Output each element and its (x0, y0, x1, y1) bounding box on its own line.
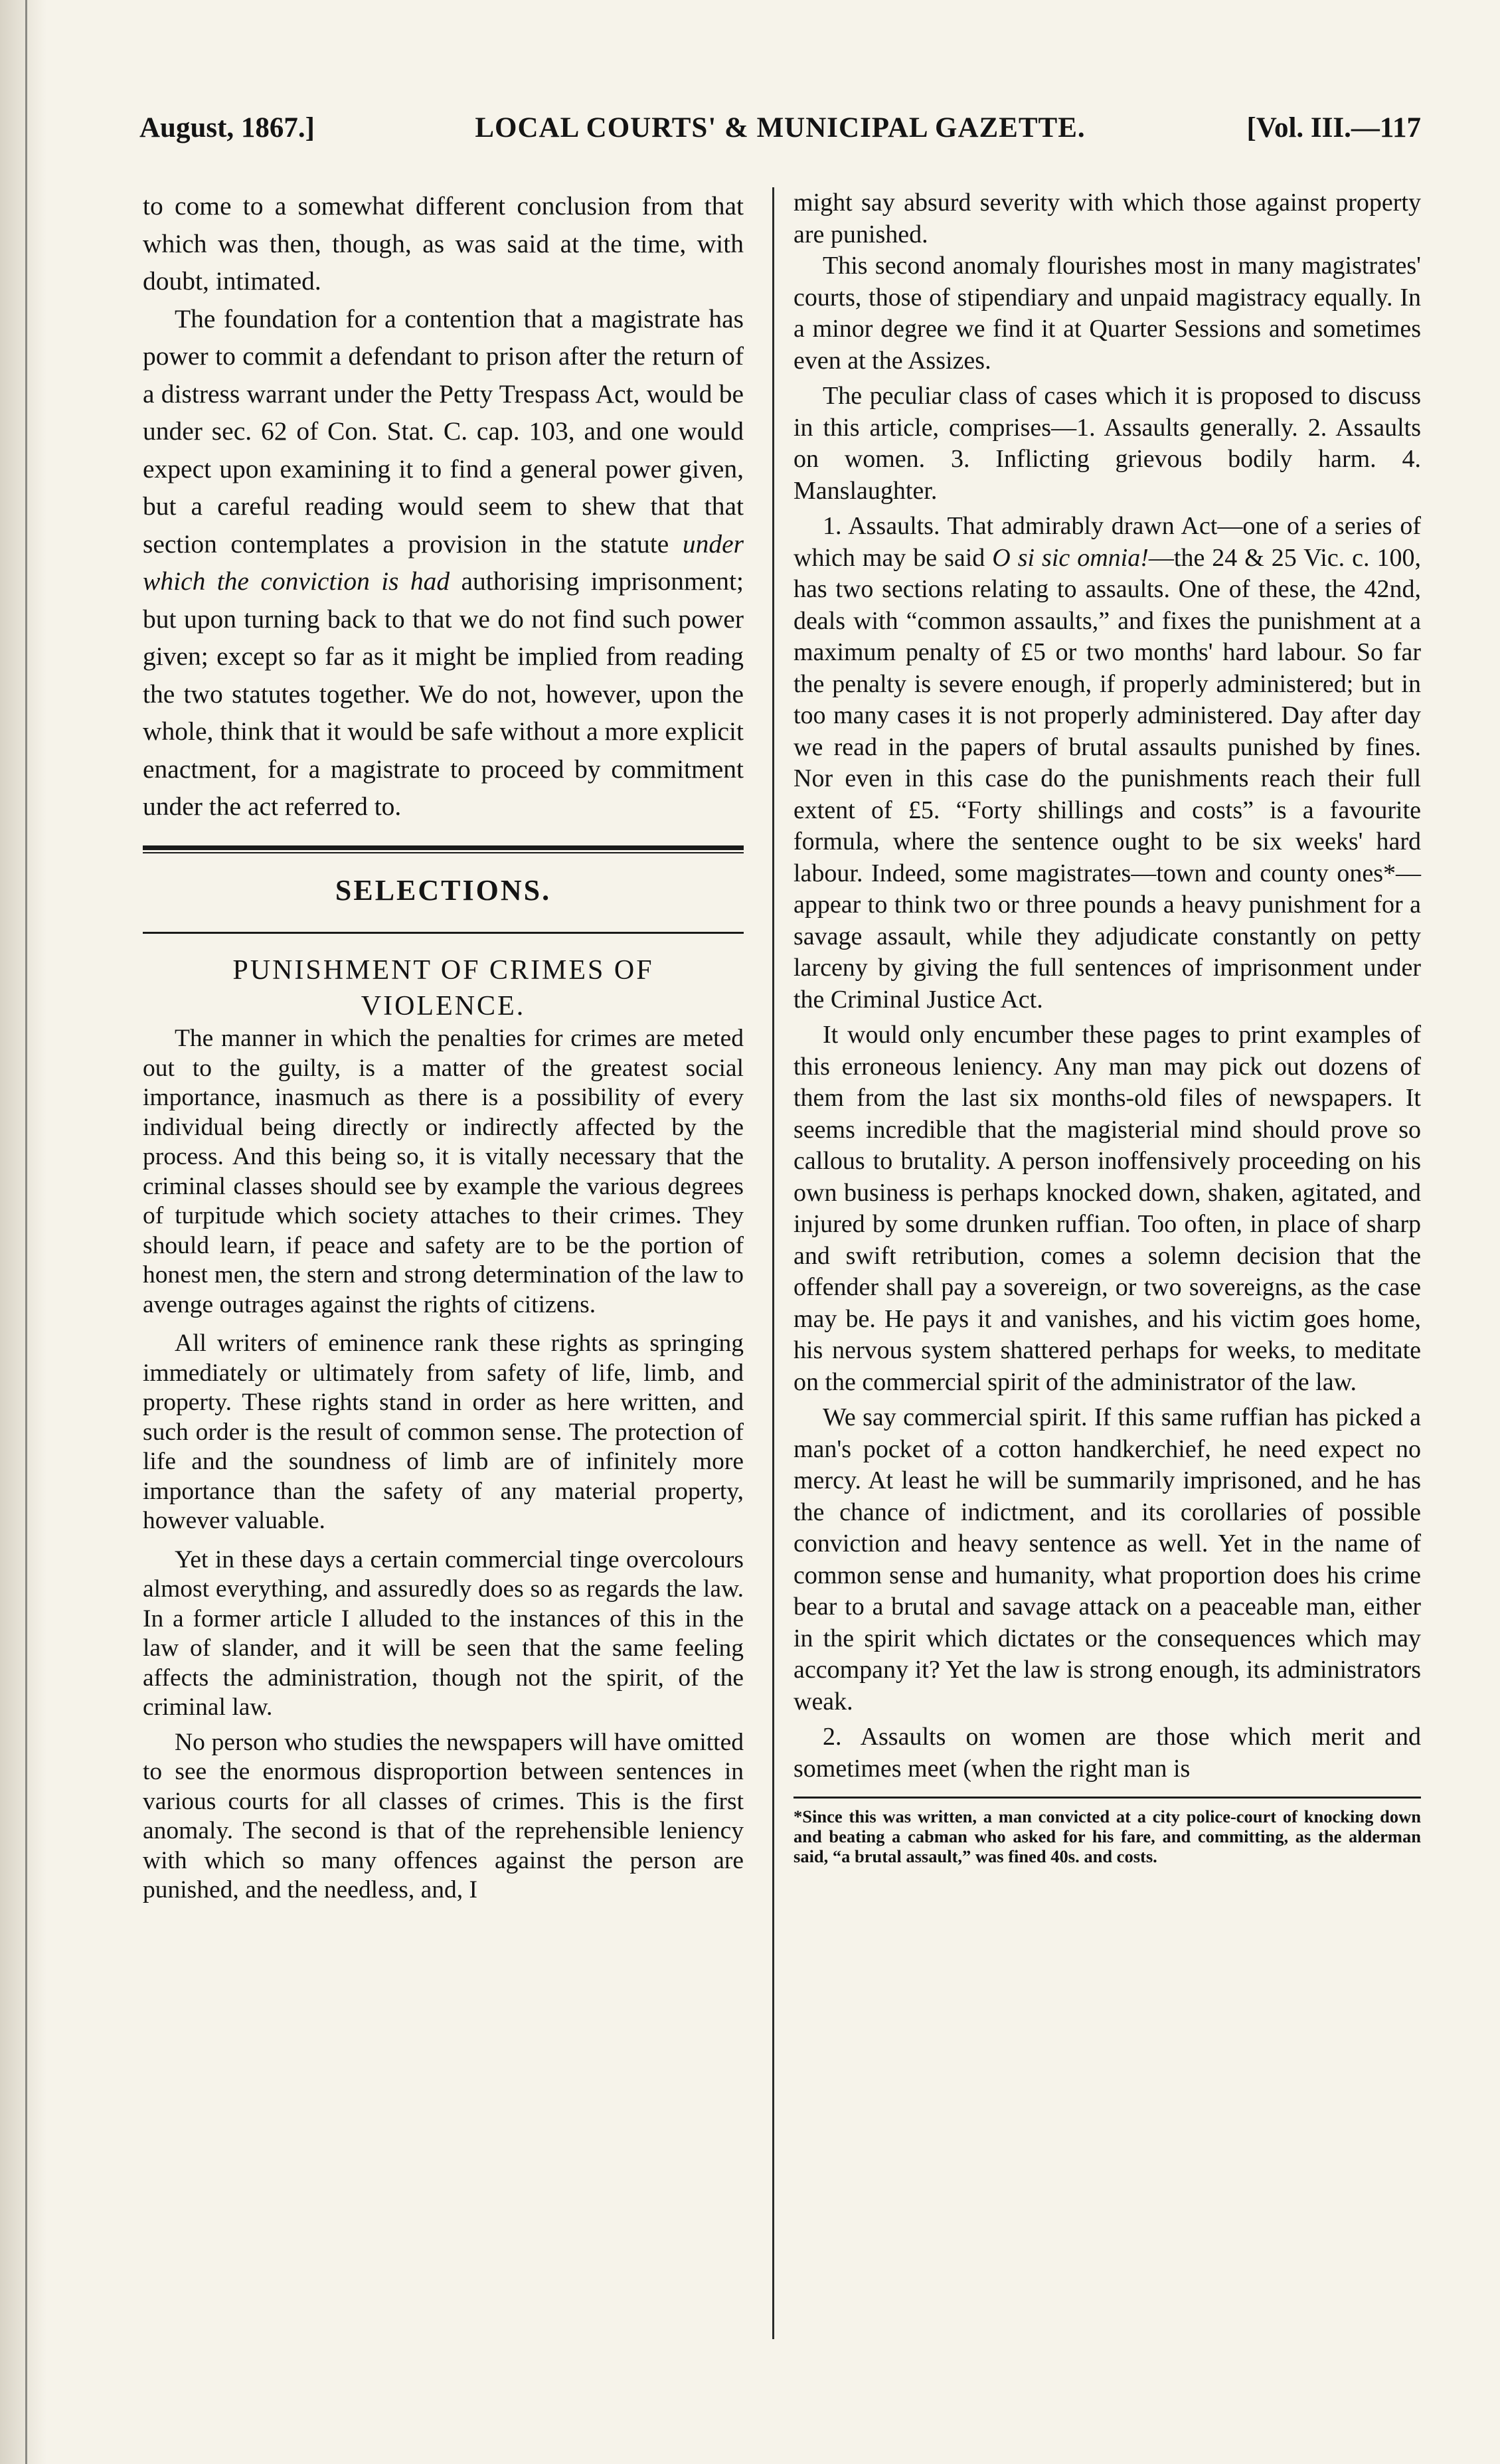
running-header (139, 112, 1421, 158)
article-paragraph: No person who studies the newspapers will have omitted to see the enormous disproportion between sentences in various courts for all classes of crimes. This is the first anomaly. The second is that of the reprehensible leniency with which so many offences against the person are punished, and the needless, and, I (143, 1728, 744, 1903)
text-run: The foundation for a contention that a magistrate has power to commit a defendant to prison after the return of a distress warrant under the Petty Trespass Act, would be under sec. 62 of Con. Stat. C. cap. 103, and one would expect upon examining it to find a general power given, but a careful reading would seem to shew that that section contemplates a provision in the statute (143, 304, 744, 559)
header-volume: [Vol. III.—117 (1246, 112, 1421, 143)
section-single-rule (143, 932, 744, 934)
section-double-rule (143, 845, 744, 853)
right-paragraph: 2. Assaults on women are those which merit and sometimes meet (when the right man is (793, 1723, 1421, 1783)
article-paragraph: All writers of eminence rank these rights as springing immediately or ultimately from safety of life, limb, and property. These rights stand in order as here written, and such order is the result of common sense. The protection of life and the soundness of limb are of infinitely more importance than the safety of any material property, however valuable. (143, 1330, 744, 1534)
text-run: authorising imprisonment; but upon turning back to that we do not find such power given; except so far as it might be implied from reading the two statutes together. We do not, however, upon the whole, think that it would be safe without a more explicit enactment, for a magistrate to proceed by commitment under the act referred to. (143, 567, 744, 821)
article-body (143, 1024, 744, 1905)
binding-edge (25, 0, 27, 2464)
right-paragraph: The peculiar class of cases which it is proposed to discuss in this article, comprises—1. Assaults generally. 2. Assaults on women. 3. Inflicting grievous bodily harm. 4. Manslaughter. (793, 382, 1421, 505)
italic-text-run: under which the conviction is had (143, 529, 744, 596)
left-intro-paragraph: to come to a somewhat different conclusion from that which was then, though, as was said at the time, with doubt, intimated. (143, 191, 744, 296)
text-run: —the 24 & 25 Vic. c. 100, has two sections relating to assaults. One of these, the 42nd, deals with “common assaults,” and fixes the punishment at a maximum penalty of £5 or two months' hard labour. So far the penalty is severe enough, if properly administered; but in too many cases it is not properly administered. Day after day we read in the papers of brutal assaults punished by fines. Nor even in this case do the punishments reach their full extent of £5. “Forty shillings and costs” is a favourite formula, where the sentence ought to be six weeks' hard labour. Indeed, some magistrates—town and county ones*—appear to think two or three pounds a heavy punishment for a savage assault, while they adjudicate constantly on petty larceny by giving the full sentences of imprisonment under the Criminal Justice Act. (793, 543, 1422, 1013)
page-spine-shadow (0, 0, 46, 2464)
right-column (793, 187, 1421, 1866)
article-paragraph: The manner in which the penalties for crimes are meted out to the guilty, is a matter of the greatest social importance, inasmuch as there is a possibility of every individual being directly or indirectly affected by the process. And this being so, it is vitally necessary that the criminal classes should see by example the various degrees of turpitude which society attaches to their crimes. They should learn, if peace and safety are to be the portion of honest men, the stern and strong determination of the law to avenge outrages against the rights of citizens. (143, 1025, 744, 1318)
footnote-rule (793, 1797, 1421, 1799)
right-paragraph: This second anomaly flourishes most in many magistrates' courts, those of stipendiary and unpaid magistracy equally. In a minor degree we find it at Quarter Sessions and sometimes even at the Assizes. (793, 252, 1421, 375)
right-paragraph: It would only encumber these pages to print examples of this erroneous leniency. Any man may pick out dozens of them from the last six months-old files of newspapers. It seems incredible that the magisterial mind should prove so callous to brutality. A person inoffensively proceeding on his own business is perhaps knocked down, shaken, agitated, and injured by some drunken ruffian. Too often, in place of sharp and swift retribution, comes a solemn decision that the offender shall pay a sovereign, or two sovereigns, as the case may be. He pays it and vanishes, and his victim goes home, his nervous system shattered perhaps for weeks, to meditate on the commercial spirit of the administrator of the law. (793, 1021, 1421, 1396)
article-title-line: VIOLENCE. (361, 991, 526, 1021)
text-run: 1. Assaults. That admirably drawn Act—one of a series of which may be said (793, 512, 1421, 572)
right-paragraph: might say absurd severity with which those against property are punished. (793, 189, 1421, 248)
left-column (143, 187, 744, 1905)
section-title: SELECTIONS. (335, 873, 552, 907)
article-paragraph: Yet in these days a certain commercial tinge overcolours almost everything, and assuredly does so as regards the law. In a former article I alluded to the instances of this in the law of slander, and it will be seen that the same feeling affects the administration, though not the spirit, of the criminal law. (143, 1545, 744, 1721)
right-assaults-paragraph (793, 511, 1421, 1015)
right-paragraph: We say commercial spirit. If this same ruffian has picked a man's pocket of a cotton handkerchief, he need expect no mercy. At least he will be summarily imprisoned, and he has the chance of indictment, and its corollaries of possible conviction and heavy sentence as well. Yet in the name of common sense and humanity, what proportion does his crime bear to a brutal and savage attack on a peaceable man, either in the spirit which dictates or the consequences which may accompany it? Yet the law is strong enough, its administrators weak. (793, 1403, 1421, 1716)
footnote: *Since this was written, a man convicted at a city police-court of knocking down and beating a cabman who asked for his fare, and committing, as the alderman said, “a brutal assault,” was fined 40s. and costs. (793, 1806, 1421, 1866)
column-divider (772, 187, 774, 2339)
italic-text-run: O si sic omnia! (992, 543, 1149, 572)
article-title-line: PUNISHMENT OF CRIMES OF (232, 955, 654, 986)
header-date: August, 1867.] (139, 112, 315, 143)
article-title (143, 952, 744, 1024)
header-title: LOCAL COURTS' & MUNICIPAL GAZETTE. (475, 112, 1086, 143)
left-foundation-paragraph (143, 300, 744, 826)
